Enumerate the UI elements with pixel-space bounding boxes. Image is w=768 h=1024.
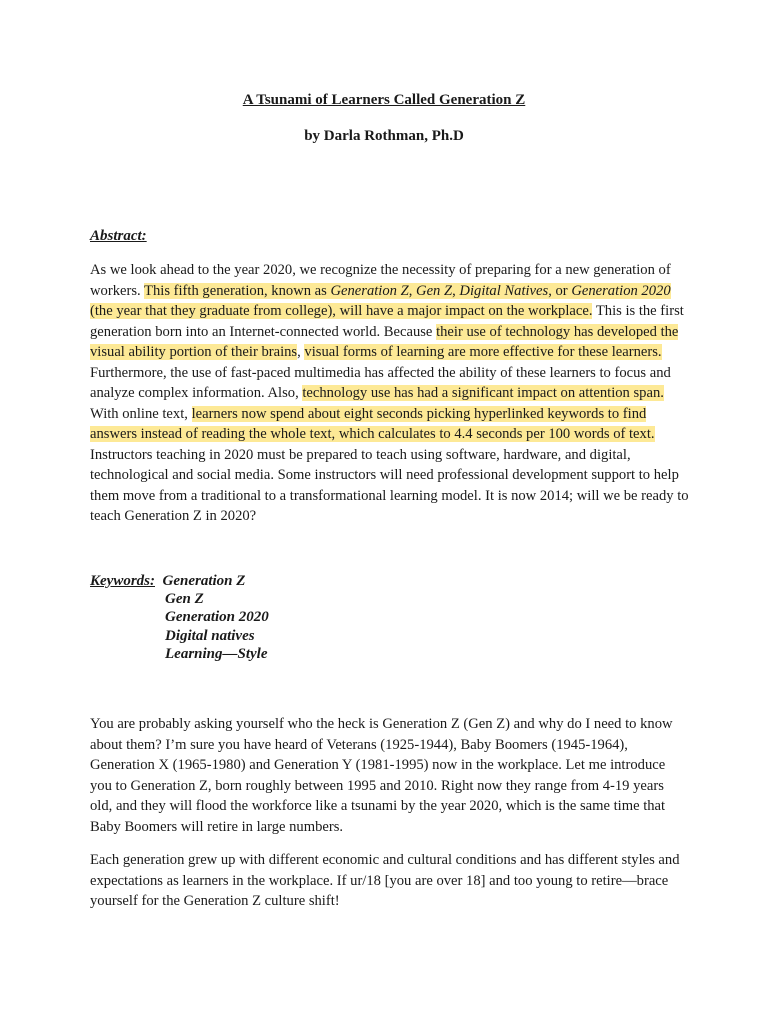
keyword-item: Learning—Style (165, 645, 268, 662)
highlighted-text: , or (548, 282, 572, 299)
highlighted-text: learners now spend about eight seconds picking hyperlinked keywords to find answers instead of reading the whole text, which calculates to 4.4 seconds per 100 words of text. (90, 405, 655, 442)
keyword-item: Digital natives (165, 627, 255, 644)
abstract-text: Instructors teaching in 2020 must be prepared to teach using software, hardware, and digital, technological and social media. Some instructors will need professional development support to help them move from a traditional to a transformational learning model. It is now 2014; will we be ready to teach Generation Z in 2020? (90, 446, 689, 524)
highlighted-text: Gen Z (416, 282, 453, 299)
keyword-item: Generation Z (162, 573, 246, 589)
document-title: A Tsunami of Learners Called Generation Z (242, 92, 526, 108)
abstract-text: , (297, 344, 305, 360)
keywords-label: Keywords: (90, 573, 155, 589)
abstract-text: With online text, (90, 405, 192, 422)
abstract-body (90, 260, 690, 527)
highlighted-text: technology use has had a significant impact on attention span. (302, 385, 664, 401)
highlighted-text: (the year that they graduate from college), will have a major impact on the workplace. (90, 303, 593, 319)
abstract-text: As we look ahead to the year 2020, we recognize the necessity of preparing for a new generation of workers. (90, 262, 671, 299)
abstract-text: Furthermore, the use of fast-paced multimedia has affected the ability of these learners to focus and analyze complex information. Also, (90, 364, 671, 401)
keyword-item: Generation 2020 (165, 609, 269, 626)
body-paragraph: Each generation grew up with different economic and cultural conditions and has different styles and expectations as learners in the workplace. If ur/18 [you are over 18] and too young to retire—brace yourself for the Generation Z culture shift! (90, 852, 680, 909)
highlighted-text: , (452, 282, 460, 299)
keywords-list (90, 590, 269, 663)
highlighted-text: Generation Z (330, 282, 409, 299)
document-author: by Darla Rothman, Ph.D (304, 128, 464, 144)
body-paragraph: You are probably asking yourself who the heck is Generation Z (Gen Z) and why do I need to know about them? I’m sure you have heard of Veterans (1925-1944), Baby Boomers (1945-1964), Generation X (1965-1980) and Generation Y (1981-1995) now in the workplace. Let me introduce you to Generation Z, born roughly between 1995 and 2010. Right now they range from 4-19 years old, and they will flood the workforce like a tsunami by the year 2020, which is the same time that Baby Boomers will retire in large numbers. (90, 716, 673, 835)
highlighted-text: their use of technology has developed the visual ability portion of their brains (90, 323, 679, 360)
highlighted-text: This fifth generation, known as (144, 282, 331, 299)
abstract-heading: Abstract: (90, 228, 147, 244)
keyword-item: Gen Z (165, 591, 204, 608)
highlighted-text: visual forms of learning are more effective for these learners. (304, 344, 662, 360)
abstract-text: This is the first generation born into an Internet-connected world. Because (90, 303, 684, 340)
highlighted-text: , (408, 282, 417, 299)
highlighted-text: Generation 2020 (571, 282, 671, 299)
highlighted-text: Digital Natives (459, 282, 549, 299)
keywords-block (90, 572, 269, 663)
